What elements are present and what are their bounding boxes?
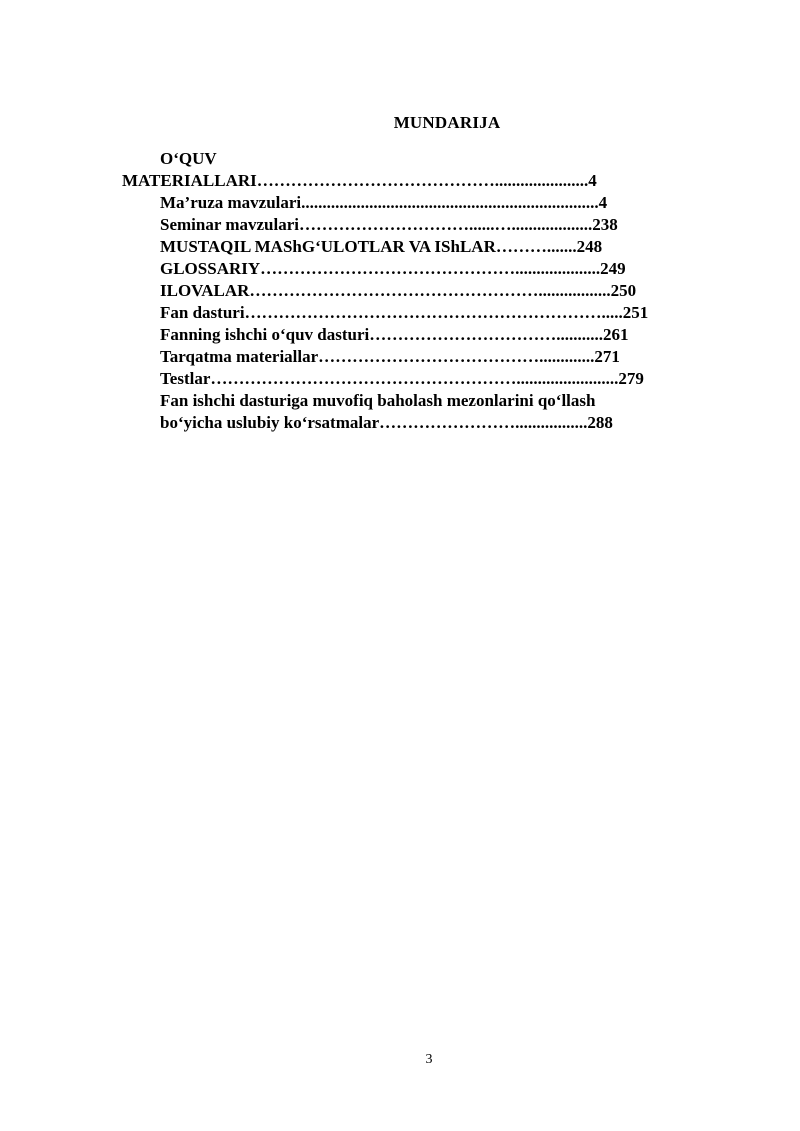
toc-entry-tarqatma-materiallar: Tarqatma materiallar………………………………….............271 [160, 347, 620, 366]
toc-entry-seminar-mavzulari: Seminar mavzulari…………………………......…...................238 [160, 215, 618, 234]
toc-entry-fanning-ishchi-dasturi: Fanning ishchi o‘quv dasturi……………………………...........261 [160, 325, 629, 344]
page-number: 3 [425, 1052, 433, 1067]
toc-entry-fan-dasturi: Fan dasturi……………………………………………………….....251 [160, 303, 649, 322]
toc-entry-uslubiy-korsatmalar: bo‘yicha uslubiy ko‘rsatmalar…………………….................288 [160, 413, 613, 432]
toc-entry-testlar: Testlar………………………………………………........................279 [160, 369, 644, 388]
toc-entry-glossariy: GLOSSARIY………………………………………....................249 [160, 259, 626, 278]
toc-entry-mustaqil-mashgulotlar: MUSTAQIL MAShG‘ULOTLAR VA IShLAR……….......248 [160, 237, 603, 256]
toc-entry-ilovalar: ILOVALAR…………………………………………….................250 [160, 281, 637, 300]
toc-entry-materiallari: MATERIALLARI……………………………………......................4 [122, 171, 597, 190]
toc-entry-oquv: O‘QUV [160, 149, 217, 168]
toc-entry-baholash-mezonlari: Fan ishchi dasturiga muvofiq baholash mezonlarini qo‘llash [160, 391, 596, 410]
page-title: MUNDARIJA [393, 113, 501, 132]
toc-entry-maruza-mavzulari: Ma’ruza mavzulari......................................................................4 [160, 193, 608, 212]
